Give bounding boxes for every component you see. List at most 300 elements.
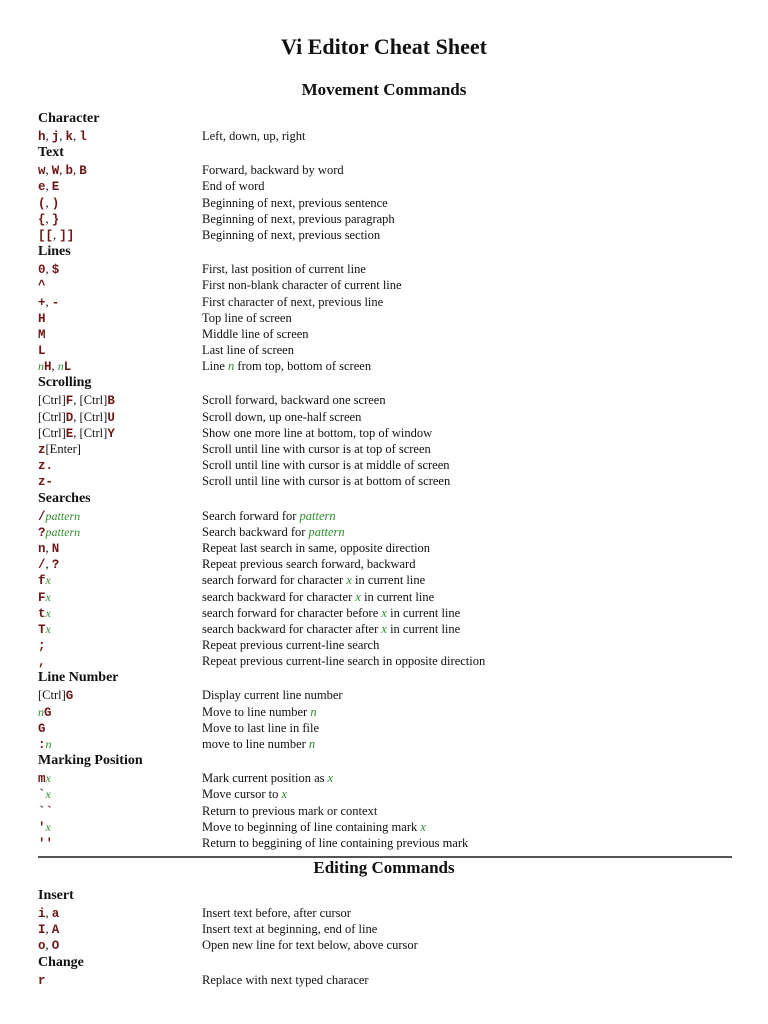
- command-row: [38, 572, 732, 588]
- plain-text: ,: [59, 163, 66, 178]
- plain-text: [Enter]: [45, 442, 81, 456]
- command-description: [202, 508, 336, 524]
- command-key: B: [79, 164, 87, 179]
- command-description: [202, 409, 361, 425]
- plain-text: search backward for character: [202, 589, 356, 604]
- command-key: b: [65, 164, 74, 179]
- group-heading: Change: [38, 954, 84, 970]
- command-row: [38, 720, 732, 736]
- command-key: F: [38, 590, 46, 605]
- command-key: B: [107, 394, 115, 409]
- group-heading: Lines: [38, 244, 71, 260]
- command-row: [38, 358, 732, 374]
- command-row: [38, 540, 732, 556]
- plain-text: Move to line number: [202, 704, 311, 719]
- command-row: [38, 819, 732, 835]
- command-keys: [38, 326, 46, 343]
- command-row: [38, 326, 732, 342]
- plain-text: ,: [45, 922, 52, 937]
- command-description: [202, 786, 287, 802]
- command-description: [202, 921, 377, 937]
- command-row: [38, 277, 732, 293]
- command-description: [202, 704, 317, 720]
- section-movement-commands: [38, 80, 732, 851]
- plain-text: ,: [53, 227, 60, 242]
- command-key: ): [51, 196, 60, 211]
- command-keys: [38, 556, 59, 573]
- command-key: ``: [38, 804, 54, 819]
- command-key: E: [51, 180, 60, 195]
- plain-text: ,: [45, 938, 52, 953]
- command-keys: [38, 720, 46, 737]
- command-keys: [38, 342, 46, 359]
- command-description: [202, 441, 431, 457]
- plain-text: Scroll until line with cursor is at top of screen: [202, 442, 431, 456]
- command-description: [202, 540, 430, 556]
- command-row: [38, 653, 732, 669]
- command-key: ^: [38, 279, 46, 294]
- command-keys: [38, 128, 87, 145]
- plain-text: End of word: [202, 179, 265, 194]
- plain-text: ,: [45, 540, 52, 555]
- plain-text: Repeat previous current-line search: [202, 638, 380, 653]
- command-description: [202, 572, 425, 588]
- plain-text: Repeat previous search forward, backward: [202, 557, 416, 572]
- variable-text: pattern: [45, 508, 81, 523]
- plain-text: Repeat previous current-line search in opposite direction: [202, 654, 486, 669]
- section-editing-commands: [38, 858, 732, 988]
- variable-text: pattern: [45, 524, 81, 539]
- plain-text: from top, bottom of screen: [234, 359, 372, 374]
- command-description: [202, 621, 460, 637]
- plain-text: ,: [45, 211, 52, 226]
- command-key: o: [38, 939, 46, 954]
- command-keys: [38, 277, 46, 294]
- command-description: [202, 653, 485, 669]
- command-row: [38, 261, 732, 277]
- command-keys: [38, 409, 115, 426]
- plain-text: Scroll forward, backward one screen: [202, 393, 386, 408]
- command-key: A: [51, 923, 60, 938]
- variable-text: n: [38, 704, 44, 719]
- command-key: M: [38, 327, 46, 342]
- command-description: [202, 310, 292, 326]
- command-keys: [38, 653, 46, 670]
- command-description: [202, 457, 450, 473]
- plain-text: First non-blank character of current line: [202, 278, 402, 293]
- plain-text: Return to previous mark or context: [202, 803, 378, 818]
- plain-text: search forward for character: [202, 573, 347, 588]
- command-description: [202, 128, 305, 144]
- command-keys: [38, 803, 53, 820]
- command-key: w: [38, 164, 46, 179]
- command-keys: [38, 508, 80, 525]
- command-description: [202, 556, 415, 572]
- command-key: T: [38, 622, 46, 637]
- plain-text: Mark current position as: [202, 771, 328, 786]
- variable-text: x: [346, 573, 352, 588]
- command-description: [202, 905, 351, 921]
- command-key: :: [38, 738, 46, 752]
- command-description: [202, 326, 309, 342]
- plain-text: [Ctrl]: [38, 393, 66, 408]
- command-row: [38, 310, 732, 326]
- command-keys: [38, 637, 46, 654]
- command-key: z: [38, 443, 46, 457]
- command-row: [38, 195, 732, 211]
- plain-text: ,: [45, 262, 52, 277]
- command-row: [38, 227, 732, 243]
- plain-text: Display current line number: [202, 688, 343, 703]
- command-key: ': [38, 820, 46, 835]
- plain-text: ,: [45, 179, 52, 194]
- plain-text: Replace with next typed characer: [202, 972, 369, 987]
- command-row: [38, 803, 732, 819]
- command-description: [202, 294, 383, 310]
- plain-text: in current line: [386, 621, 461, 636]
- plain-text: Insert text before, after cursor: [202, 906, 351, 920]
- command-key: k: [65, 130, 74, 144]
- command-description: [202, 803, 377, 819]
- command-row: [38, 294, 732, 310]
- plain-text: ,: [45, 294, 52, 309]
- plain-text: Insert text at beginning, end of line: [202, 922, 378, 937]
- command-description: [202, 178, 265, 194]
- command-key: H: [38, 311, 46, 326]
- plain-text: search forward for character before: [202, 605, 382, 620]
- command-keys: [38, 687, 73, 704]
- command-description: [202, 937, 418, 953]
- command-key: m: [38, 772, 46, 787]
- command-key: l: [79, 130, 87, 144]
- plain-text: [Ctrl]: [38, 425, 66, 440]
- command-keys: [38, 921, 59, 938]
- command-row: [38, 621, 732, 637]
- command-row: [38, 473, 732, 489]
- group-heading: Text: [38, 145, 64, 161]
- command-keys: [38, 392, 115, 409]
- plain-text: Beginning of next, previous sentence: [202, 195, 388, 210]
- command-keys: [38, 786, 51, 803]
- command-key: N: [51, 541, 60, 556]
- variable-text: pattern: [308, 524, 345, 539]
- command-row: [38, 786, 732, 802]
- command-key: h: [38, 130, 46, 144]
- plain-text: ,: [45, 195, 52, 210]
- command-key: G: [38, 721, 46, 736]
- plain-text: Scroll down, up one-half screen: [202, 409, 362, 424]
- plain-text: Scroll until line with cursor is at bottom of screen: [202, 474, 451, 489]
- command-key: r: [38, 973, 46, 988]
- command-keys: [38, 294, 59, 311]
- group-heading: Marking Position: [38, 753, 143, 769]
- command-row: [38, 508, 732, 524]
- command-description: [202, 227, 380, 243]
- command-key: +: [38, 295, 46, 310]
- command-keys: [38, 457, 53, 474]
- plain-text: [Ctrl]: [38, 688, 66, 703]
- variable-text: x: [45, 621, 51, 636]
- group-heading: Character: [38, 111, 100, 126]
- command-description: [202, 425, 432, 441]
- command-row: [38, 392, 732, 408]
- variable-text: x: [381, 605, 387, 620]
- command-row: [38, 637, 732, 653]
- group-heading: Scrolling: [38, 375, 92, 391]
- command-row: [38, 128, 732, 144]
- command-key: z.: [38, 459, 54, 474]
- command-key: e: [38, 180, 46, 195]
- command-description: [202, 770, 333, 786]
- command-keys: [38, 310, 46, 327]
- command-key: F: [65, 394, 74, 409]
- command-description: [202, 720, 319, 736]
- command-row: [38, 835, 732, 851]
- command-keys: [38, 178, 59, 195]
- command-keys: [38, 605, 51, 622]
- variable-text: x: [281, 787, 288, 802]
- command-description: [202, 473, 450, 489]
- plain-text: Search backward for: [202, 524, 309, 539]
- command-key: ;: [38, 639, 46, 654]
- command-keys: [38, 937, 59, 954]
- command-description: [202, 589, 434, 605]
- plain-text: , [Ctrl]: [73, 425, 108, 440]
- plain-text: Return to beggining of line containing previous mark: [202, 835, 469, 850]
- plain-text: Move to last line in file: [202, 720, 319, 735]
- command-description: [202, 687, 343, 703]
- command-key: G: [65, 689, 74, 704]
- command-keys: [38, 195, 59, 212]
- command-keys: [38, 589, 51, 606]
- plain-text: move to line number: [202, 737, 309, 751]
- command-keys: [38, 524, 80, 541]
- plain-text: Line: [202, 359, 229, 374]
- command-row: [38, 524, 732, 540]
- variable-text: n: [45, 737, 52, 751]
- page-title: Vi Editor Cheat Sheet: [281, 34, 487, 59]
- variable-text: x: [381, 621, 387, 636]
- command-keys: [38, 770, 51, 787]
- plain-text: in current line: [360, 589, 435, 604]
- command-keys: [38, 905, 59, 922]
- plain-text: ,: [45, 906, 52, 920]
- section-title: Movement Commands: [301, 80, 467, 99]
- variable-text: n: [57, 359, 64, 374]
- plain-text: in current line: [351, 573, 426, 588]
- variable-text: x: [420, 819, 426, 834]
- command-key: /: [38, 558, 46, 573]
- command-keys: [38, 572, 51, 589]
- plain-text: Left, down, up, right: [202, 129, 306, 143]
- command-key: H: [44, 360, 52, 375]
- command-key: 0: [38, 263, 46, 278]
- command-key: (: [38, 196, 46, 211]
- plain-text: Search forward for: [202, 508, 300, 523]
- plain-text: , [Ctrl]: [73, 409, 108, 424]
- group-heading: Line Number: [38, 670, 119, 686]
- plain-text: [Ctrl]: [38, 409, 66, 424]
- command-row: [38, 972, 732, 988]
- variable-text: x: [45, 605, 51, 620]
- command-key: D: [65, 410, 74, 425]
- command-description: [202, 358, 371, 374]
- plain-text: in current line: [386, 605, 461, 620]
- command-keys: [38, 540, 59, 557]
- variable-text: n: [310, 704, 317, 719]
- command-key: }: [51, 212, 60, 227]
- command-row: [38, 589, 732, 605]
- command-description: [202, 342, 294, 358]
- variable-text: x: [45, 573, 51, 588]
- plain-text: Repeat last search in same, opposite direction: [202, 540, 431, 555]
- plain-text: ,: [59, 129, 66, 143]
- variable-text: x: [327, 771, 334, 786]
- command-row: [38, 687, 732, 703]
- variable-text: pattern: [299, 508, 336, 523]
- plain-text: Move cursor to: [202, 787, 282, 802]
- command-key: ]]: [59, 228, 75, 243]
- command-row: [38, 342, 732, 358]
- command-key: W: [51, 164, 60, 179]
- command-description: [202, 392, 386, 408]
- command-key: j: [51, 130, 60, 144]
- command-row: [38, 441, 732, 457]
- plain-text: Middle line of screen: [202, 326, 309, 341]
- command-key: '': [38, 836, 54, 851]
- command-key: L: [38, 344, 46, 359]
- command-key: i: [38, 907, 46, 921]
- command-keys: [38, 425, 115, 442]
- variable-text: n: [38, 359, 44, 374]
- plain-text: ,: [45, 163, 52, 178]
- command-row: [38, 704, 732, 720]
- command-row: [38, 937, 732, 953]
- command-keys: [38, 704, 52, 721]
- command-row: [38, 425, 732, 441]
- plain-text: Last line of screen: [202, 343, 294, 358]
- command-row: [38, 409, 732, 425]
- command-description: [202, 605, 460, 621]
- command-description: [202, 162, 344, 178]
- command-row: [38, 556, 732, 572]
- command-keys: [38, 211, 59, 228]
- plain-text: Top line of screen: [202, 310, 292, 325]
- command-description: [202, 736, 315, 752]
- section-title: Editing Commands: [313, 858, 455, 877]
- command-key: O: [51, 939, 60, 954]
- command-key: `: [38, 788, 46, 803]
- plain-text: , [Ctrl]: [73, 393, 108, 408]
- plain-text: ,: [51, 359, 58, 374]
- plain-text: ,: [45, 129, 52, 143]
- command-keys: [38, 819, 51, 836]
- command-key: ?: [38, 525, 46, 540]
- command-description: [202, 524, 345, 540]
- plain-text: Show one more line at bottom, top of window: [202, 425, 433, 440]
- command-description: [202, 211, 395, 227]
- variable-text: n: [308, 737, 316, 751]
- command-description: [202, 195, 388, 211]
- command-key: /: [38, 509, 46, 524]
- variable-text: x: [45, 589, 51, 604]
- variable-text: n: [228, 359, 235, 374]
- command-row: [38, 921, 732, 937]
- command-description: [202, 835, 468, 851]
- command-key: $: [51, 263, 60, 278]
- command-description: [202, 819, 426, 835]
- command-key: f: [38, 574, 46, 589]
- command-key: ,: [38, 655, 46, 670]
- command-keys: [38, 227, 74, 244]
- plain-text: ,: [45, 557, 52, 572]
- command-keys: [38, 473, 53, 490]
- command-description: [202, 277, 402, 293]
- command-row: [38, 457, 732, 473]
- command-keys: [38, 441, 81, 458]
- command-description: [202, 637, 379, 653]
- command-row: [38, 770, 732, 786]
- command-key: a: [51, 907, 60, 921]
- command-key: G: [44, 705, 52, 720]
- command-description: [202, 261, 366, 277]
- command-keys: [38, 835, 53, 852]
- group-heading: Searches: [38, 490, 91, 506]
- command-key: ?: [51, 558, 60, 573]
- command-keys: [38, 162, 87, 179]
- command-key: t: [38, 606, 46, 621]
- command-key: -: [51, 295, 60, 310]
- command-description: [202, 972, 369, 988]
- command-row: [38, 211, 732, 227]
- command-row: [38, 162, 732, 178]
- command-row: [38, 605, 732, 621]
- variable-text: x: [45, 771, 51, 786]
- command-key: U: [107, 410, 115, 425]
- plain-text: Open new line for text below, above cursor: [202, 938, 418, 953]
- plain-text: Beginning of next, previous section: [202, 227, 381, 242]
- command-key: {: [38, 212, 46, 227]
- command-key: z-: [38, 475, 54, 490]
- plain-text: ,: [73, 129, 80, 143]
- command-keys: [38, 621, 51, 638]
- plain-text: ,: [73, 163, 80, 178]
- command-row: [38, 736, 732, 752]
- command-key: E: [65, 426, 74, 441]
- command-keys: [38, 261, 59, 278]
- command-keys: [38, 972, 46, 989]
- command-key: I: [38, 923, 46, 938]
- group-heading: Insert: [38, 888, 74, 903]
- plain-text: First character of next, previous line: [202, 294, 384, 309]
- plain-text: First, last position of current line: [202, 262, 366, 277]
- command-keys: [38, 736, 52, 753]
- variable-text: x: [355, 589, 361, 604]
- variable-text: x: [45, 787, 51, 802]
- plain-text: Beginning of next, previous paragraph: [202, 211, 395, 226]
- plain-text: Move to beginning of line containing mark: [202, 819, 421, 834]
- command-row: [38, 178, 732, 194]
- plain-text: Scroll until line with cursor is at middle of screen: [202, 458, 450, 473]
- plain-text: search backward for character after: [202, 621, 382, 636]
- command-keys: [38, 358, 71, 375]
- command-key: Y: [107, 426, 115, 441]
- command-key: [[: [38, 228, 54, 243]
- plain-text: Forward, backward by word: [202, 163, 344, 178]
- command-row: [38, 905, 732, 921]
- command-key: n: [38, 541, 46, 556]
- command-key: L: [63, 360, 72, 375]
